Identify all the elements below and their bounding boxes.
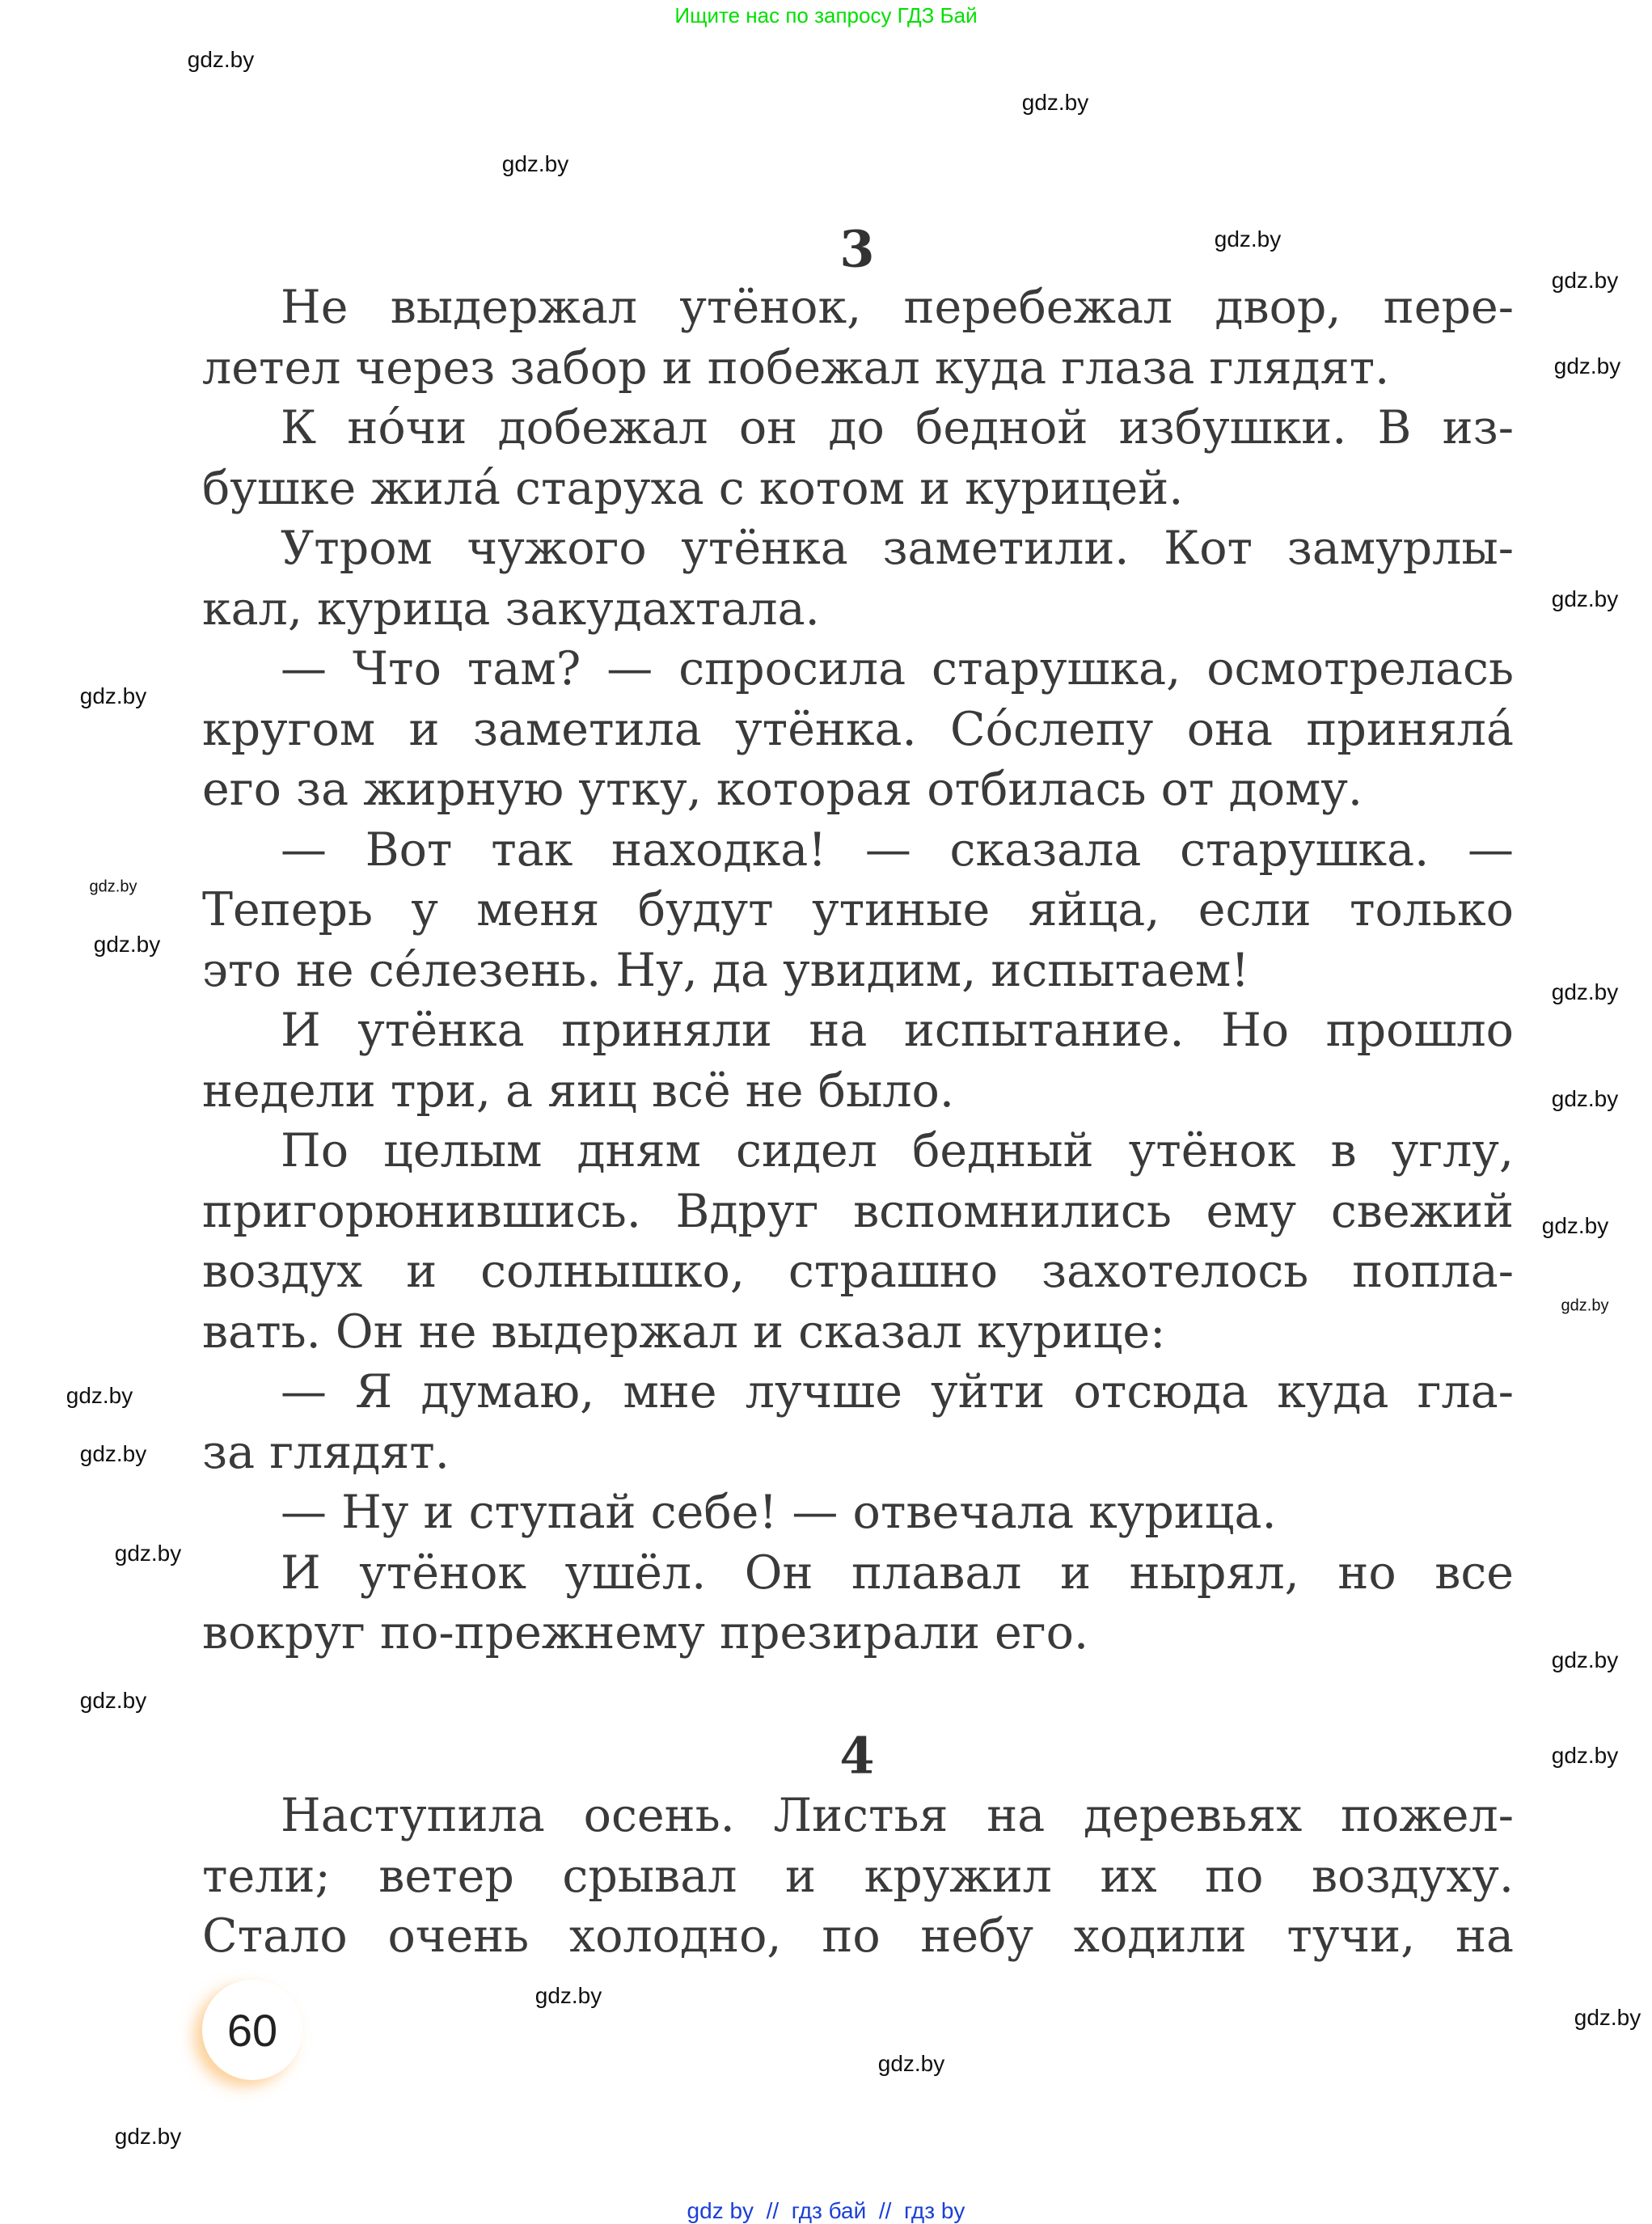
search-banner: Ищите нас по запросу ГДЗ Бай	[674, 3, 978, 27]
section-number: 3	[839, 219, 875, 279]
footer-separator: //	[878, 2198, 892, 2223]
text-line: воздух и солнышко, страшно захотелось попла-	[202, 1245, 1514, 1298]
watermark: gdz.by	[114, 1541, 182, 1566]
text-line: Стало очень холодно, по небу ходили тучи, на	[202, 1909, 1514, 1963]
text-line: кал, курица закудахтала.	[202, 581, 820, 636]
text-line: — Вот так находка! — сказала старушка. —	[281, 822, 1514, 877]
text-line: — Я думаю, мне лучше уйти отсюда куда гла-	[281, 1365, 1514, 1419]
watermark: gdz.by	[1574, 2005, 1641, 2030]
text-line: Теперь у меня будут утиные яйца, если только	[202, 883, 1514, 937]
watermark: gdz.by	[877, 2051, 945, 2076]
footer-separator: //	[766, 2198, 780, 2223]
text-line: бушке жила́ старуха с котом и курицей.	[202, 461, 1184, 515]
watermark: gdz.by	[1541, 1213, 1609, 1238]
watermark: gdz.by	[187, 47, 255, 72]
text-line: К но́чи добежал он до бедной избушки. В из-	[281, 401, 1514, 455]
watermark: gdz.by	[1551, 586, 1619, 611]
watermark: gdz.by	[1021, 90, 1089, 115]
watermark: gdz.by	[79, 1441, 147, 1466]
watermark: gdz.by	[1551, 1086, 1619, 1111]
text-line: И утёнка приняли на испытание. Но прошло	[281, 1004, 1514, 1057]
watermark: gdz.by	[1561, 1296, 1609, 1315]
text-line: тели; ветер срывал и кружил их по воздуху.	[202, 1849, 1514, 1903]
watermark: gdz.by	[501, 151, 569, 176]
text-line: — Ну и ступай себе! — отвечала курица.	[281, 1486, 1277, 1539]
text-line: его за жирную утку, которая отбилась от дому.	[202, 763, 1363, 816]
watermark: gdz.by	[1553, 353, 1621, 378]
text-line: И утёнок ушёл. Он плавал и нырял, но все	[281, 1545, 1514, 1600]
watermark: gdz.by	[93, 932, 161, 957]
watermark: gdz.by	[1551, 979, 1619, 1004]
text-line: это не се́лезень. Ну, да увидим, испытаем!	[202, 943, 1250, 997]
page-number: 60	[202, 1980, 302, 2080]
watermark: gdz.by	[79, 683, 147, 708]
text-line: пригорюнившись. Вдруг вспомнились ему свежий	[202, 1184, 1514, 1238]
text-line: кругом и заметила утёнка. Со́слепу она приняла́	[202, 702, 1514, 756]
text-line: недели три, а яиц всё не было.	[202, 1063, 954, 1118]
watermark: gdz.by	[1551, 1647, 1619, 1672]
watermark: gdz.by	[114, 2124, 182, 2149]
footer-link-gdz-by[interactable]: gdz by	[687, 2198, 754, 2223]
watermark: gdz.by	[1214, 226, 1282, 252]
footer-link-gdz-by-cyr[interactable]: гдз by	[903, 2198, 965, 2223]
watermark: gdz.by	[65, 1383, 133, 1408]
text-line: вать. Он не выдержал и сказал курице:	[202, 1304, 1166, 1359]
text-line: Утром чужого утёнка заметили. Кот замурлы-	[281, 522, 1514, 575]
footer-links	[0, 2198, 1652, 2224]
text-line: — Что там? — спросила старушка, осмотрелась	[281, 642, 1514, 696]
text-line: вокруг по-прежнему презирали его.	[202, 1606, 1089, 1660]
watermark: gdz.by	[79, 1688, 147, 1713]
text-line: По целым дням сидел бедный утёнок в углу,	[281, 1124, 1514, 1178]
text-line: летел через забор и побежал куда глаза глядят.	[202, 340, 1390, 395]
watermark: gdz.by	[1551, 268, 1619, 293]
text-line: за глядят.	[202, 1425, 450, 1479]
text-line: Наступила осень. Листья на деревьях пожел-	[281, 1789, 1514, 1842]
text-line: Не выдержал утёнок, перебежал двор, пере-	[281, 281, 1514, 334]
watermark: gdz.by	[89, 877, 137, 896]
watermark: gdz.by	[1551, 1743, 1619, 1768]
section-number: 4	[839, 1726, 875, 1786]
footer-link-gdz-bai[interactable]: гдз бай	[791, 2198, 867, 2223]
watermark: gdz.by	[534, 1983, 602, 2008]
